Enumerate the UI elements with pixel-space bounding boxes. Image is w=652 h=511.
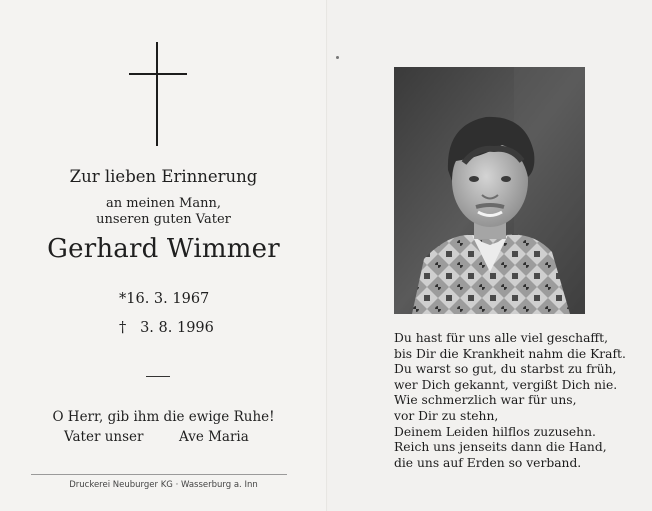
cross-icon — [129, 42, 187, 146]
poem-line: die uns auf Erden so verband. — [394, 455, 582, 470]
footer-rule — [31, 474, 287, 475]
poem-line: vor Dir zu stehn, — [394, 408, 499, 423]
prayer-line: O Herr, gib ihm die ewige Ruhe! — [52, 409, 275, 425]
prayer-vater-unser: Vater unser — [64, 429, 144, 445]
memorial-heading: Zur lieben Erinnerung — [69, 167, 258, 186]
dedication-line-2: unseren guten Vater — [96, 212, 231, 227]
portrait-photo — [394, 67, 585, 314]
poem-line: wer Dich gekannt, vergißt Dich nie. — [394, 377, 618, 392]
prayer-ave-maria: Ave Maria — [179, 429, 249, 445]
death-date-row — [119, 320, 214, 336]
poem-line: bis Dir die Krankheit nahm die Kraft. — [394, 346, 626, 361]
deceased-name: Gerhard Wimmer — [47, 234, 280, 264]
birth-date: *16. 3. 1967 — [119, 291, 210, 307]
poem-line: Du hast für uns alle viel geschafft, — [394, 331, 608, 345]
dedication-line-1: an meinen Mann, — [106, 196, 221, 211]
poem-line: Wie schmerzlich war für uns, — [394, 393, 577, 408]
poem-line: Reich uns jenseits dann die Hand, — [394, 440, 607, 455]
memorial-poem — [394, 331, 634, 471]
dagger-icon: † — [119, 320, 127, 336]
poem-line: Deinem Leiden hilflos zuzusehn. — [394, 424, 596, 439]
paper-speck — [336, 56, 339, 59]
printer-imprint: Druckerei Neuburger KG · Wasserburg a. Inn — [69, 480, 258, 490]
poem-line: Du warst so gut, du starbst zu früh, — [394, 362, 617, 377]
divider-dash — [146, 376, 170, 377]
death-date: 3. 8. 1996 — [140, 320, 214, 336]
